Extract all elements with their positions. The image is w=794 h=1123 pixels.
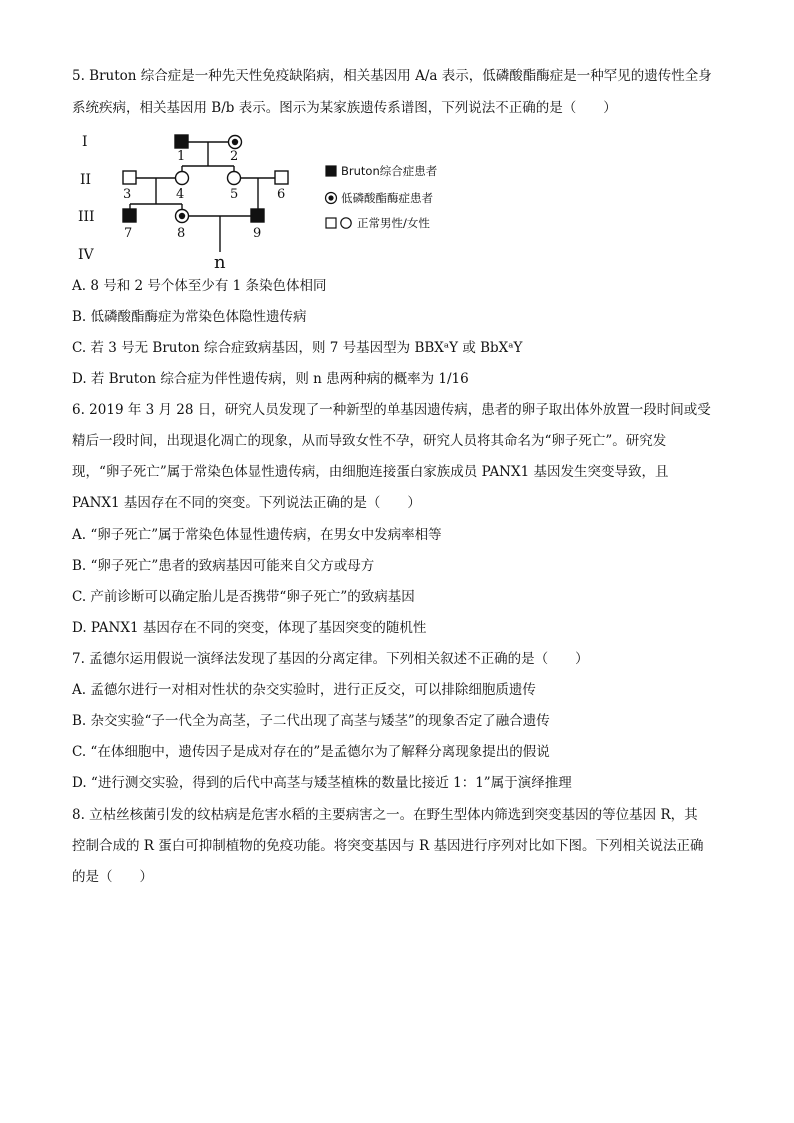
q6-stem-line4: PANX1 基因存在不同的突变。下列说法正确的是（ ） <box>72 495 421 511</box>
legend-hypophosphatasia: 低磷酸酯酶症患者 <box>341 191 433 205</box>
label-3: 3 <box>123 187 132 202</box>
individual-I-1 <box>175 135 188 148</box>
q6-stem-line1: 6. 2019 年 3 月 28 日，研究人员发现了一种新型的单基因遗传病，患者的卵子取出体外放置一段时间或受 <box>72 402 711 418</box>
individual-II-4 <box>176 172 189 185</box>
q6-stem-line3: 现，“卵子死亡”属于常染色体显性遗传病，由细胞连接蛋白家族成员 PANX1 基因发生突变导致，且 <box>72 464 669 480</box>
generation-label-II: II <box>80 172 92 188</box>
legend-normal: 正常男性/女性 <box>357 216 430 230</box>
legend-bruton: Bruton综合症患者 <box>341 164 438 178</box>
label-1: 1 <box>177 149 186 164</box>
q7-option-b: B. 杂交实验“子一代全为高茎，子二代出现了高茎与矮茎”的现象否定了融合遗传 <box>72 713 550 729</box>
generation-label-I: I <box>82 134 88 150</box>
label-9: 9 <box>253 226 262 241</box>
legend-dotted-circle-icon <box>326 193 337 204</box>
q5-option-d: D. 若 Bruton 综合症为伴性遗传病，则 n 患两种病的概率为 1/16 <box>72 371 469 387</box>
individual-II-5 <box>228 172 241 185</box>
label-8: 8 <box>177 226 186 241</box>
q6-option-b: B. “卵子死亡”患者的致病基因可能来自父方或母方 <box>72 558 375 574</box>
legend-empty-circle-icon <box>341 218 351 228</box>
q5-stem-line1: 5. Bruton 综合症是一种先天性免疫缺陷病，相关基因用 A/a 表示，低磷酸酯酶症是一种罕见的遗传性全身 <box>72 68 712 84</box>
q5-option-b: B. 低磷酸酯酶症为常染色体隐性遗传病 <box>72 309 307 325</box>
offspring-n-label: n <box>214 252 226 272</box>
q7-option-c: C. “在体细胞中，遗传因子是成对存在的”是孟德尔为了解释分离现象提出的假说 <box>72 744 550 760</box>
individual-II-6 <box>275 171 288 184</box>
individual-III-9 <box>251 209 264 222</box>
q6-option-c: C. 产前诊断可以确定胎儿是否携带“卵子死亡”的致病基因 <box>72 589 415 605</box>
legend-filled-square-icon <box>326 166 336 176</box>
individual-I-2 <box>229 136 242 149</box>
q6-option-d: D. PANX1 基因存在不同的突变，体现了基因突变的随机性 <box>72 620 427 636</box>
label-6: 6 <box>277 187 286 202</box>
individual-III-7 <box>123 209 136 222</box>
q7-option-a: A. 孟德尔进行一对相对性状的杂交实验时，进行正反交，可以排除细胞质遗传 <box>72 682 536 698</box>
generation-label-III: III <box>78 209 95 225</box>
individual-III-8 <box>176 210 189 223</box>
legend-empty-square-icon <box>326 218 336 228</box>
pedigree-legend <box>326 164 438 230</box>
q8-stem-line1: 8. 立枯丝核菌引发的纹枯病是危害水稻的主要病害之一。在野生型体内筛选到突变基因的等位基因 R，其 <box>72 807 698 823</box>
q7-option-d: D. “进行测交实验，得到的后代中高茎与矮茎植株的数量比接近 1：1”属于演绎推理 <box>72 775 572 791</box>
q8-stem-line2: 控制合成的 R 蛋白可抑制植物的免疫功能。将突变基因与 R 基因进行序列对比如下图。下列相关说法正确 <box>72 838 704 854</box>
q7-stem: 7. 孟德尔运用假说一演绎法发现了基因的分离定律。下列相关叙述不正确的是（ ） <box>72 651 589 667</box>
q5-option-c: C. 若 3 号无 Bruton 综合症致病基因，则 7 号基因型为 BBXᵃY 或 BbXᵃY <box>72 340 523 356</box>
label-2: 2 <box>230 149 239 164</box>
generation-label-IV: IV <box>78 247 94 263</box>
q5-option-a: A. 8 号和 2 号个体至少有 1 条染色体相同 <box>72 278 327 294</box>
q5-stem-line2: 系统疾病，相关基因用 B/b 表示。图示为某家族遗传系谱图，下列说法不正确的是（ ） <box>72 100 617 116</box>
q6-stem-line2: 精后一段时间，出现退化凋亡的现象，从而导致女性不孕，研究人员将其命名为“卵子死亡”。研究发 <box>72 433 667 449</box>
label-5: 5 <box>230 187 239 202</box>
q8-stem-line3: 的是（ ） <box>72 869 153 885</box>
label-4: 4 <box>176 187 185 202</box>
q6-option-a: A. “卵子死亡”属于常染色体显性遗传病，在男女中发病率相等 <box>72 527 442 543</box>
individual-II-3 <box>123 171 136 184</box>
label-7: 7 <box>124 226 133 241</box>
pedigree-chart <box>70 122 460 272</box>
